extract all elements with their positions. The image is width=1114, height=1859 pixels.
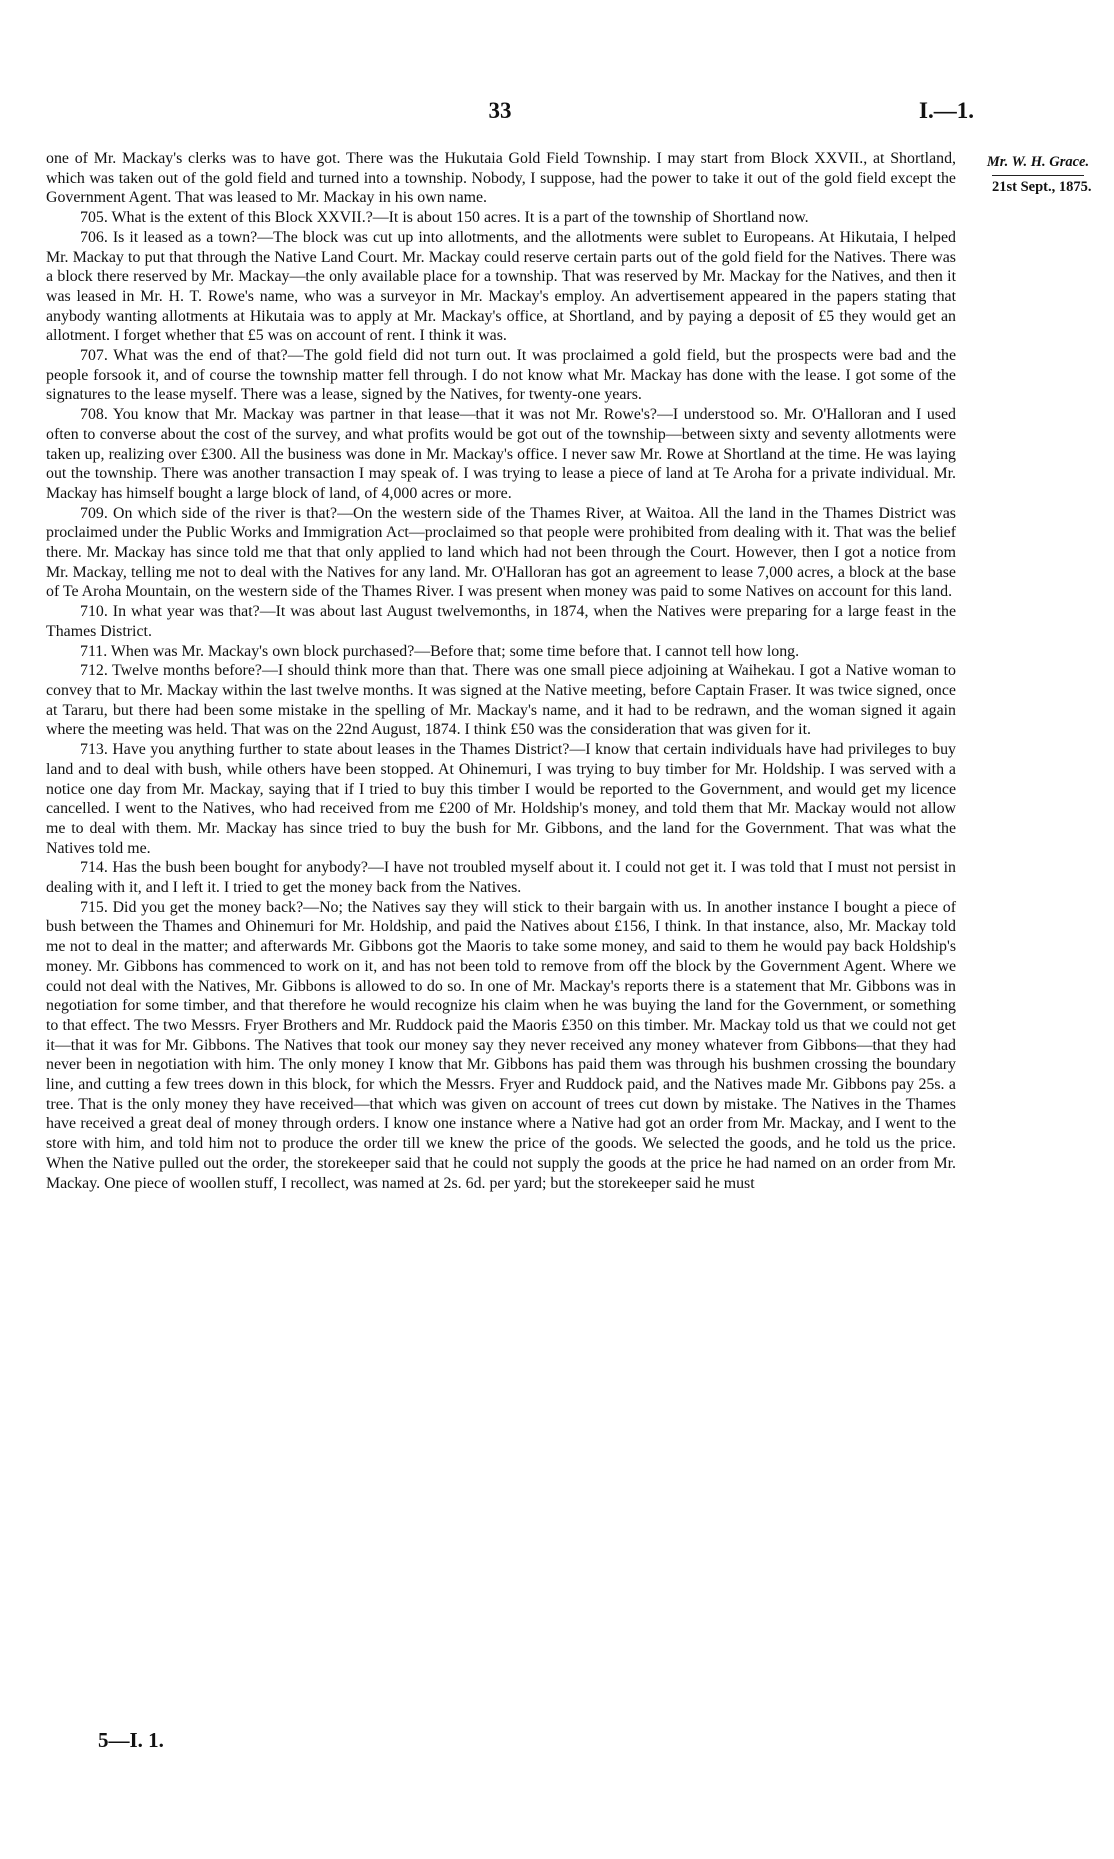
witness-name: Mr. W. H. Grace.: [986, 154, 1090, 170]
paragraph-708: 708. You know that Mr. Mackay was partner in that lease—that it was not Mr. Rowe's?—I understood so. Mr. O'Halloran and I used often to converse about the cost of the survey, and what profits would be got out of the township—between sixty and seventy allotments were taken up, realizing over £300. All the business was done in Mr. Mackay's office. I never saw Mr. Rowe at Shortland at the time. He was laying out the township. There was another transaction I may speak of. I was trying to lease a piece of land at Te Aroha for a private individual. Mr. Mackay has himself bought a large block of land, of 4,000 acres or more.: [46, 406, 956, 502]
paragraph-715: 715. Did you get the money back?—No; the Natives say they will stick to their bargain with us. In another instance I bought a piece of bush between the Thames and Ohinemuri for Mr. Holdship, and paid the Natives about £156, I think. In that instance, also, Mr. Mackay told me not to deal in the matter; and afterwards Mr. Gibbons got the Maoris to take some money, and said to them he would pay back Holdship's money. Mr. Gibbons has commenced to work on it, and has not been told to remove from off the block by the Government Agent. Where we could not deal with the Natives, Mr. Gibbons is allowed to do so. In one of Mr. Mackay's reports there is a statement that Mr. Gibbons was in negotiation for some timber, and that therefore he would recognize his claim when he was buying the land for the Government, or something to that effect. The two Messrs. Fryer Brothers and Mr. Ruddock paid the Maoris £350 on this timber. Mr. Mackay told us that we could not get it—that it was for Mr. Gibbons. The Natives that took our money say they never received any money whatever from Gibbons—that they had never been in negotiation with him. The only money I know that Mr. Gibbons has paid them was through his bushmen crossing the boundary line, and cutting a few trees down in this block, for which the Messrs. Fryer and Ruddock paid, and the Natives made Mr. Gibbons pay 25s. a tree. That is the only money they have received—that which was given on account of trees cut down by mistake. The Natives in the Thames have received a great deal of money through orders. I know one instance where a Native had got an order from Mr. Mackay, and I went to the store with him, and told him not to produce the order till we knew the price of the goods. We selected the goods, and he told us the price. When the Native pulled out the order, the storekeeper said that he could not supply the goods at the price he had named on an order from Mr. Mackay. One piece of woollen stuff, I recollect, was named at 2s. 6d. per yard; but the storekeeper said he must: [46, 898, 956, 1192]
testimony-date: 21st Sept., 1875.: [992, 175, 1084, 197]
paragraph-709: 709. On which side of the river is that?—On the western side of the Thames River, at Waitoa. All the land in the Thames District was proclaimed under the Public Works and Immigration Act—proclaimed so that people were prohibited from dealing with it. That was the belief there. Mr. Mackay has since told me that that only applied to land which had not been through the Court. However, then I got a notice from Mr. Mackay, telling me not to deal with the Natives for any land. Mr. O'Halloran has got an agreement to lease 7,000 acres, a block at the base of Te Aroha Mountain, on the western side of the Thames River. I was present when money was paid to some Natives on account for this land.: [46, 504, 956, 601]
paragraph-continued: one of Mr. Mackay's clerks was to have got. There was the Hukutaia Gold Field Township. I may start from Block XXVII., at Shortland, which was taken out of the gold field and turned into a township. Nobody, I suppose, had the power to take it out of the gold field except the Government Agent. That was leased to Mr. Mackay in his own name.: [46, 150, 956, 207]
paragraph-706: 706. Is it leased as a town?—The block was cut up into allotments, and the allotments were sublet to Europeans. At Hikutaia, I helped Mr. Mackay to put that through the Native Land Court. Mr. Mackay could reserve certain parts out of the gold field for the Natives. There was a block there reserved by Mr. Mackay—the only available place for a township. That was reserved by Mr. Mackay for the Natives, and then it was leased in Mr. H. T. Rowe's name, who was a surveyor in Mr. Mackay's employ. An advertisement appeared in the papers stating that anybody wanting allotments at Hikutaia was to apply at Mr. Mackay's office, at Shortland, and by paying a deposit of £5 they would get an allotment. I forget whether that £5 was on account of rent. I think it was.: [46, 228, 956, 345]
paragraph-713: 713. Have you anything further to state about leases in the Thames District?—I know that certain individuals have had privileges to buy land and to deal with bush, while others have been stopped. At Ohinemuri, I was trying to buy timber for Mr. Holdship. I was served with a notice one day from Mr. Mackay, saying that if I tried to buy this timber I would be reported to the Government, and would get my licence cancelled. I went to the Natives, who had received from me £200 of Mr. Holdship's money, and told them that Mr. Mackay would not allow me to deal with them. Mr. Mackay has since tried to buy the bush for Mr. Gibbons, and the land for the Government. That was what the Natives told me.: [46, 741, 956, 857]
paragraph-714: 714. Has the bush been bought for anybody?—I have not troubled myself about it. I could not get it. I was told that I must not persist in dealing with it, and I left it. I tried to get the money back from the Natives.: [46, 859, 956, 897]
paragraph-711: 711. When was Mr. Mackay's own block purchased?—Before that; some time before that. I cannot tell how long.: [80, 642, 800, 660]
document-reference: I.—1.: [919, 98, 974, 123]
paragraph-705: 705. What is the extent of this Block XXVII.?—It is about 150 acres. It is a part of the township of Shortland now.: [80, 209, 809, 227]
testimony-text: [46, 149, 956, 1193]
paragraph-712: 712. Twelve months before?—I should think more than that. There was one small piece adjoining at Waihekau. I got a Native woman to convey that to Mr. Mackay within the last twelve months. It was signed at the Native meeting, before Captain Fraser. It was twice signed, once at Tararu, but there had been some mistake in the spelling of Mr. Mackay's name, and it had to be redrawn, and the woman signed it again where the meeting was held. That was on the 22nd August, 1874. I think £50 was the consideration that was given for it.: [46, 662, 956, 739]
paragraph-710: 710. In what year was that?—It was about last August twelvemonths, in 1874, when the Natives were preparing for a large feast in the Thames District.: [46, 603, 956, 640]
page-number: 33: [488, 98, 512, 123]
margin-note: [968, 152, 1108, 197]
printer-signature: 5—I. 1.: [98, 1728, 164, 1752]
paragraph-707: 707. What was the end of that?—The gold field did not turn out. It was proclaimed a gold field, but the prospects were bad and the people forsook it, and of course the township matter fell through. I do not know what Mr. Mackay has done with the lease. I got some of the signatures to the lease myself. There was a lease, signed by the Natives, for twenty-one years.: [46, 347, 956, 404]
